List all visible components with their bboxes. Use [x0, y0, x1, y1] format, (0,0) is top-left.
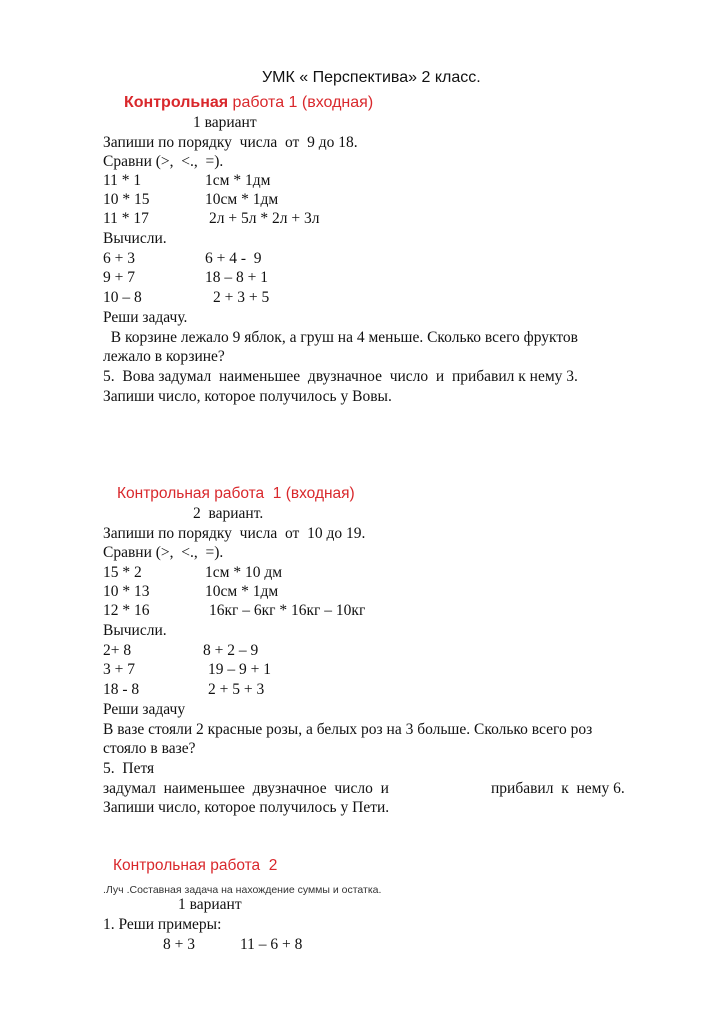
section1-calc-left: 10 – 8 [103, 289, 142, 306]
section1-compare-left: 10 * 15 [103, 191, 150, 208]
section3-heading: Контрольная работа 2 [113, 857, 278, 874]
section2-compare-left: 15 * 2 [103, 564, 142, 581]
section1-variant: 1 вариант [193, 114, 257, 131]
section2-problem-label: Реши задачу [103, 701, 186, 718]
section3-task1: 1. Реши примеры: [103, 916, 222, 933]
section3-example-right: 11 – 6 + 8 [240, 936, 303, 953]
section1-compare-right: 2л + 5л * 2л + 3л [209, 210, 320, 227]
section1-task5: 5. Вова задумал наименьшее двузначное число и прибавил к нему 3. [103, 368, 578, 385]
section2-calc-left: 2+ 8 [103, 642, 132, 659]
section2-calc-left: 18 - 8 [103, 681, 140, 698]
section3-example-left: 8 + 3 [163, 936, 195, 953]
section1-calc-left: 9 + 7 [103, 269, 135, 286]
section1-heading [124, 94, 373, 112]
section1-heading-rest: работа 1 (входная) [228, 94, 374, 111]
section1-calc-right: 2 + 3 + 5 [213, 289, 270, 306]
section1-problem-text: В корзине лежало 9 яблок, а груш на 4 меньше. Сколько всего фруктов [103, 329, 578, 346]
section1-calc-left: 6 + 3 [103, 250, 135, 267]
section1-compare-left: 11 * 17 [103, 210, 149, 227]
section2-variant: 2 вариант. [193, 505, 264, 522]
section2-compare-right: 16кг – 6кг * 16кг – 10кг [209, 602, 366, 619]
section2-heading: Контрольная работа 1 (входная) [117, 485, 355, 502]
section2-compare-label: Сравни (>, <., =). [103, 544, 224, 561]
section2-calc-right: 2 + 5 + 3 [208, 681, 265, 698]
section2-calc-left: 3 + 7 [103, 661, 135, 678]
section3-subtitle: .Луч .Составная задача на нахождение суммы и остатка. [103, 884, 382, 896]
section2-compare-left: 10 * 13 [103, 583, 150, 600]
section3-variant: 1 вариант [178, 896, 242, 913]
section2-compare-right: 1см * 10 дм [205, 564, 283, 581]
section1-compare-right: 10см * 1дм [205, 191, 279, 208]
section1-compare-right: 1см * 1дм [205, 172, 271, 189]
section2-task5: прибавил к нему 6. [491, 780, 625, 797]
section1-task1: Запиши по порядку числа от 9 до 18. [103, 134, 358, 151]
section1-calc-right: 18 – 8 + 1 [205, 269, 268, 286]
section1-compare-label: Сравни (>, <., =). [103, 153, 224, 170]
section1-problem-text: лежало в корзине? [103, 348, 225, 365]
section1-heading-bold: Контрольная [124, 94, 229, 111]
section2-task5: задумал наименьшее двузначное число и [103, 780, 389, 797]
section2-compare-left: 12 * 16 [103, 602, 150, 619]
section2-task5: 5. Петя [103, 760, 155, 777]
section2-compare-right: 10см * 1дм [205, 583, 279, 600]
section2-problem-text: В вазе стояли 2 красные розы, а белых роз на 3 больше. Сколько всего роз [103, 721, 593, 738]
section2-calc-right: 19 – 9 + 1 [208, 661, 271, 678]
section1-problem-label: Реши задачу. [103, 309, 188, 326]
section1-compare-left: 11 * 1 [103, 172, 142, 189]
section2-problem-text: стояло в вазе? [103, 740, 196, 757]
section1-calc-right: 6 + 4 - 9 [205, 250, 262, 267]
page-title: УМК « Перспектива» 2 класс. [262, 69, 481, 86]
section1-calc-label: Вычисли. [103, 230, 167, 247]
section2-task5: Запиши число, которое получилось у Пети. [103, 799, 390, 816]
section1-task5: Запиши число, которое получилось у Вовы. [103, 388, 392, 405]
section2-calc-label: Вычисли. [103, 622, 167, 639]
section2-calc-right: 8 + 2 – 9 [203, 642, 259, 659]
section2-task1: Запиши по порядку числа от 10 до 19. [103, 525, 366, 542]
